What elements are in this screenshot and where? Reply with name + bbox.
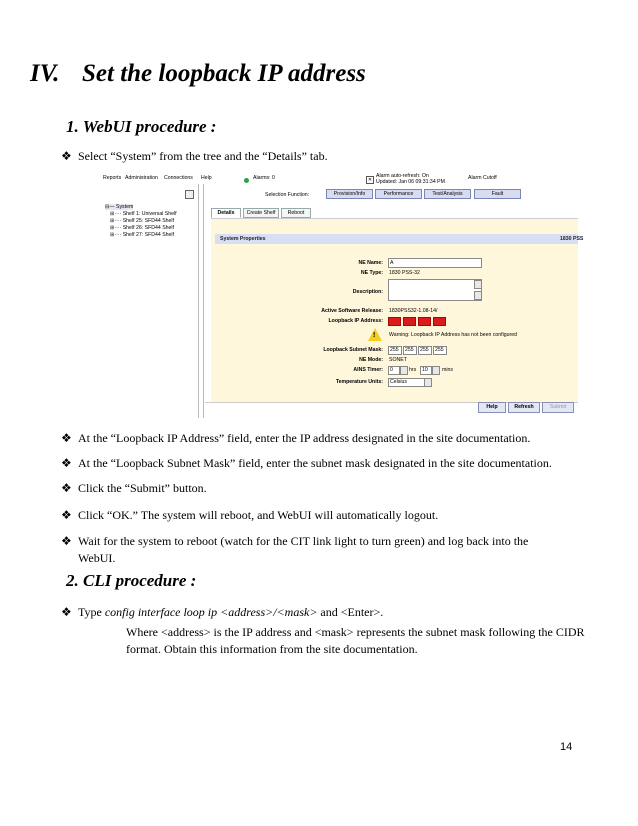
section-number: IV. bbox=[30, 60, 60, 87]
menu-administration[interactable]: Administration bbox=[125, 175, 158, 181]
loopback-ip-octet-4[interactable] bbox=[433, 317, 446, 326]
ains-timer-label: AINS Timer: bbox=[353, 367, 383, 373]
selection-function-label: Selection Function: bbox=[265, 192, 310, 198]
subnet-octet-3[interactable]: 255 bbox=[418, 346, 432, 355]
alarm-status-icon bbox=[244, 178, 249, 183]
webui-step-4: ❖ Click “OK.” The system will reboot, and WebUI will automatically logout. bbox=[61, 508, 439, 522]
temperature-units-label: Temperature Units: bbox=[335, 379, 383, 385]
diamond-bullet-icon: ❖ bbox=[61, 431, 72, 445]
diamond-bullet-icon: ❖ bbox=[61, 481, 72, 495]
ains-hours-input[interactable]: 0 bbox=[388, 366, 400, 375]
ne-name-label: NE Name: bbox=[358, 260, 383, 266]
ne-mode-label: NE Mode: bbox=[359, 357, 383, 363]
ains-minutes-input[interactable]: 10 bbox=[420, 366, 432, 375]
active-software-release-value: 1830PSS32-1.08-14/ bbox=[389, 308, 438, 314]
menu-help[interactable]: Help bbox=[201, 175, 212, 181]
webui-procedure-heading: 1. WebUI procedure : bbox=[66, 117, 217, 136]
webui-step-1: ❖ At the “Loopback IP Address” field, enter the IP address designated in the site documentation. bbox=[61, 431, 531, 445]
temperature-units-select[interactable]: Celsius bbox=[388, 378, 425, 387]
loopback-ip-octet-2[interactable] bbox=[403, 317, 416, 326]
page-number: 14 bbox=[560, 741, 573, 753]
loopback-warning-text: Warning: Loopback IP Address has not been configured bbox=[389, 332, 518, 338]
subnet-octet-4[interactable]: 255 bbox=[433, 346, 447, 355]
loopback-subnet-label: Loopback Subnet Mask: bbox=[323, 347, 383, 353]
loopback-ip-octet-1[interactable] bbox=[388, 317, 401, 326]
fault-button[interactable]: Fault bbox=[474, 189, 521, 199]
loopback-ip-label: Loopback IP Address: bbox=[328, 318, 383, 324]
submit-button[interactable]: Submit bbox=[542, 402, 574, 413]
active-software-release-label: Active Software Release: bbox=[321, 308, 383, 314]
ne-type-value: 1830 PSS-32 bbox=[389, 270, 420, 276]
webui-intro-text: Select “System” from the tree and the “Details” tab. bbox=[78, 149, 328, 163]
webui-step-2: ❖ At the “Loopback Subnet Mask” field, enter the subnet mask designated in the site documentation. bbox=[61, 456, 552, 470]
diamond-bullet-icon: ❖ bbox=[61, 456, 72, 470]
tree-item-shelf-26[interactable]: ⊞···· Shelf 26: SFD44 Shelf bbox=[110, 225, 175, 231]
webui-step-3: ❖ Click the “Submit” button. bbox=[61, 481, 207, 495]
menu-reports[interactable]: Reports bbox=[103, 175, 122, 181]
tree-item-shelf-1[interactable]: ⊞···· Shelf 1: Universal Shelf bbox=[110, 211, 177, 217]
divider bbox=[203, 184, 204, 418]
loopback-ip-octet-3[interactable] bbox=[418, 317, 431, 326]
description-textarea[interactable] bbox=[388, 279, 482, 301]
menu-bar bbox=[103, 173, 578, 183]
dropdown-arrow-icon[interactable] bbox=[424, 378, 432, 387]
hours-unit: hrs bbox=[409, 367, 417, 373]
scroll-down-button[interactable] bbox=[474, 291, 482, 300]
ains-minutes-spinner[interactable] bbox=[432, 366, 440, 375]
cli-command: config interface loop ip <address>/<mask> bbox=[104, 605, 318, 619]
tree-item-system[interactable]: ⊟— System bbox=[105, 204, 134, 210]
auto-refresh-status: Alarm auto-refresh: On bbox=[376, 173, 429, 179]
cli-type-bullet: ❖ Type config interface loop ip <address>/<mask> and <Enter>. bbox=[61, 605, 384, 619]
divider bbox=[198, 184, 199, 418]
diamond-bullet-icon: ❖ bbox=[61, 534, 72, 548]
product-logo: 1830 PSS bbox=[560, 236, 584, 242]
test-analysis-button[interactable]: Test/Analysis bbox=[424, 189, 471, 199]
subnet-octet-2[interactable]: 255 bbox=[403, 346, 417, 355]
help-button[interactable]: Help bbox=[478, 402, 506, 413]
ains-hours-spinner[interactable] bbox=[400, 366, 408, 375]
warning-exclamation: ! bbox=[373, 332, 376, 339]
diamond-bullet-icon: ❖ bbox=[61, 605, 72, 619]
tree-item-shelf-27[interactable]: ⊞···· Shelf 27: SFD44 Shelf bbox=[110, 232, 175, 238]
tree-item-shelf-25[interactable]: ⊞···· Shelf 25: SFD44 Shelf bbox=[110, 218, 175, 224]
tree-collapse-button[interactable] bbox=[185, 190, 194, 199]
refresh-button[interactable]: Refresh bbox=[508, 402, 540, 413]
ne-type-label: NE Type: bbox=[360, 270, 383, 276]
menu-connections[interactable]: Connections bbox=[164, 175, 193, 181]
alarm-cutoff-link[interactable]: Alarm Cutoff bbox=[468, 175, 497, 181]
system-properties-header bbox=[215, 234, 584, 244]
ne-mode-value: SONET bbox=[389, 357, 407, 363]
webui-step-5: ❖ Wait for the system to reboot (watch for the CIT link light to turn green) and log back into the WebUI. bbox=[61, 534, 529, 565]
subnet-octet-1[interactable]: 255 bbox=[388, 346, 402, 355]
cli-note: Where <address> is the IP address and <mask> represents the subnet mask following the CIDR format. Obtain this information from the site documentation. bbox=[126, 625, 585, 656]
webui-screenshot bbox=[103, 170, 584, 418]
ne-name-input[interactable]: A bbox=[388, 258, 482, 268]
alarms-count: Alarms: 0 bbox=[253, 175, 275, 181]
section-title-text: Set the loopback IP address bbox=[82, 60, 366, 87]
performance-button[interactable]: Performance bbox=[375, 189, 422, 199]
diamond-bullet-icon: ❖ bbox=[61, 149, 72, 163]
webui-intro-bullet bbox=[61, 148, 588, 165]
tab-reboot[interactable]: Reboot bbox=[281, 208, 311, 218]
diamond-bullet-icon: ❖ bbox=[61, 508, 72, 522]
minutes-unit: mins bbox=[442, 367, 453, 373]
tab-details[interactable]: Details bbox=[211, 208, 241, 218]
updated-timestamp: Updated: Jan 06 09:31:34 PM bbox=[376, 179, 445, 185]
description-label: Description: bbox=[352, 289, 383, 295]
panel-title: System Properties bbox=[220, 236, 266, 242]
scroll-up-button[interactable] bbox=[474, 280, 482, 289]
provision-info-button[interactable]: Provision/Info bbox=[326, 189, 373, 199]
auto-refresh-checkbox[interactable]: ✕ bbox=[367, 177, 373, 183]
cli-procedure-heading: 2. CLI procedure : bbox=[66, 571, 197, 590]
tab-create-shelf[interactable]: Create Shelf bbox=[243, 208, 279, 218]
section-title bbox=[30, 60, 366, 88]
